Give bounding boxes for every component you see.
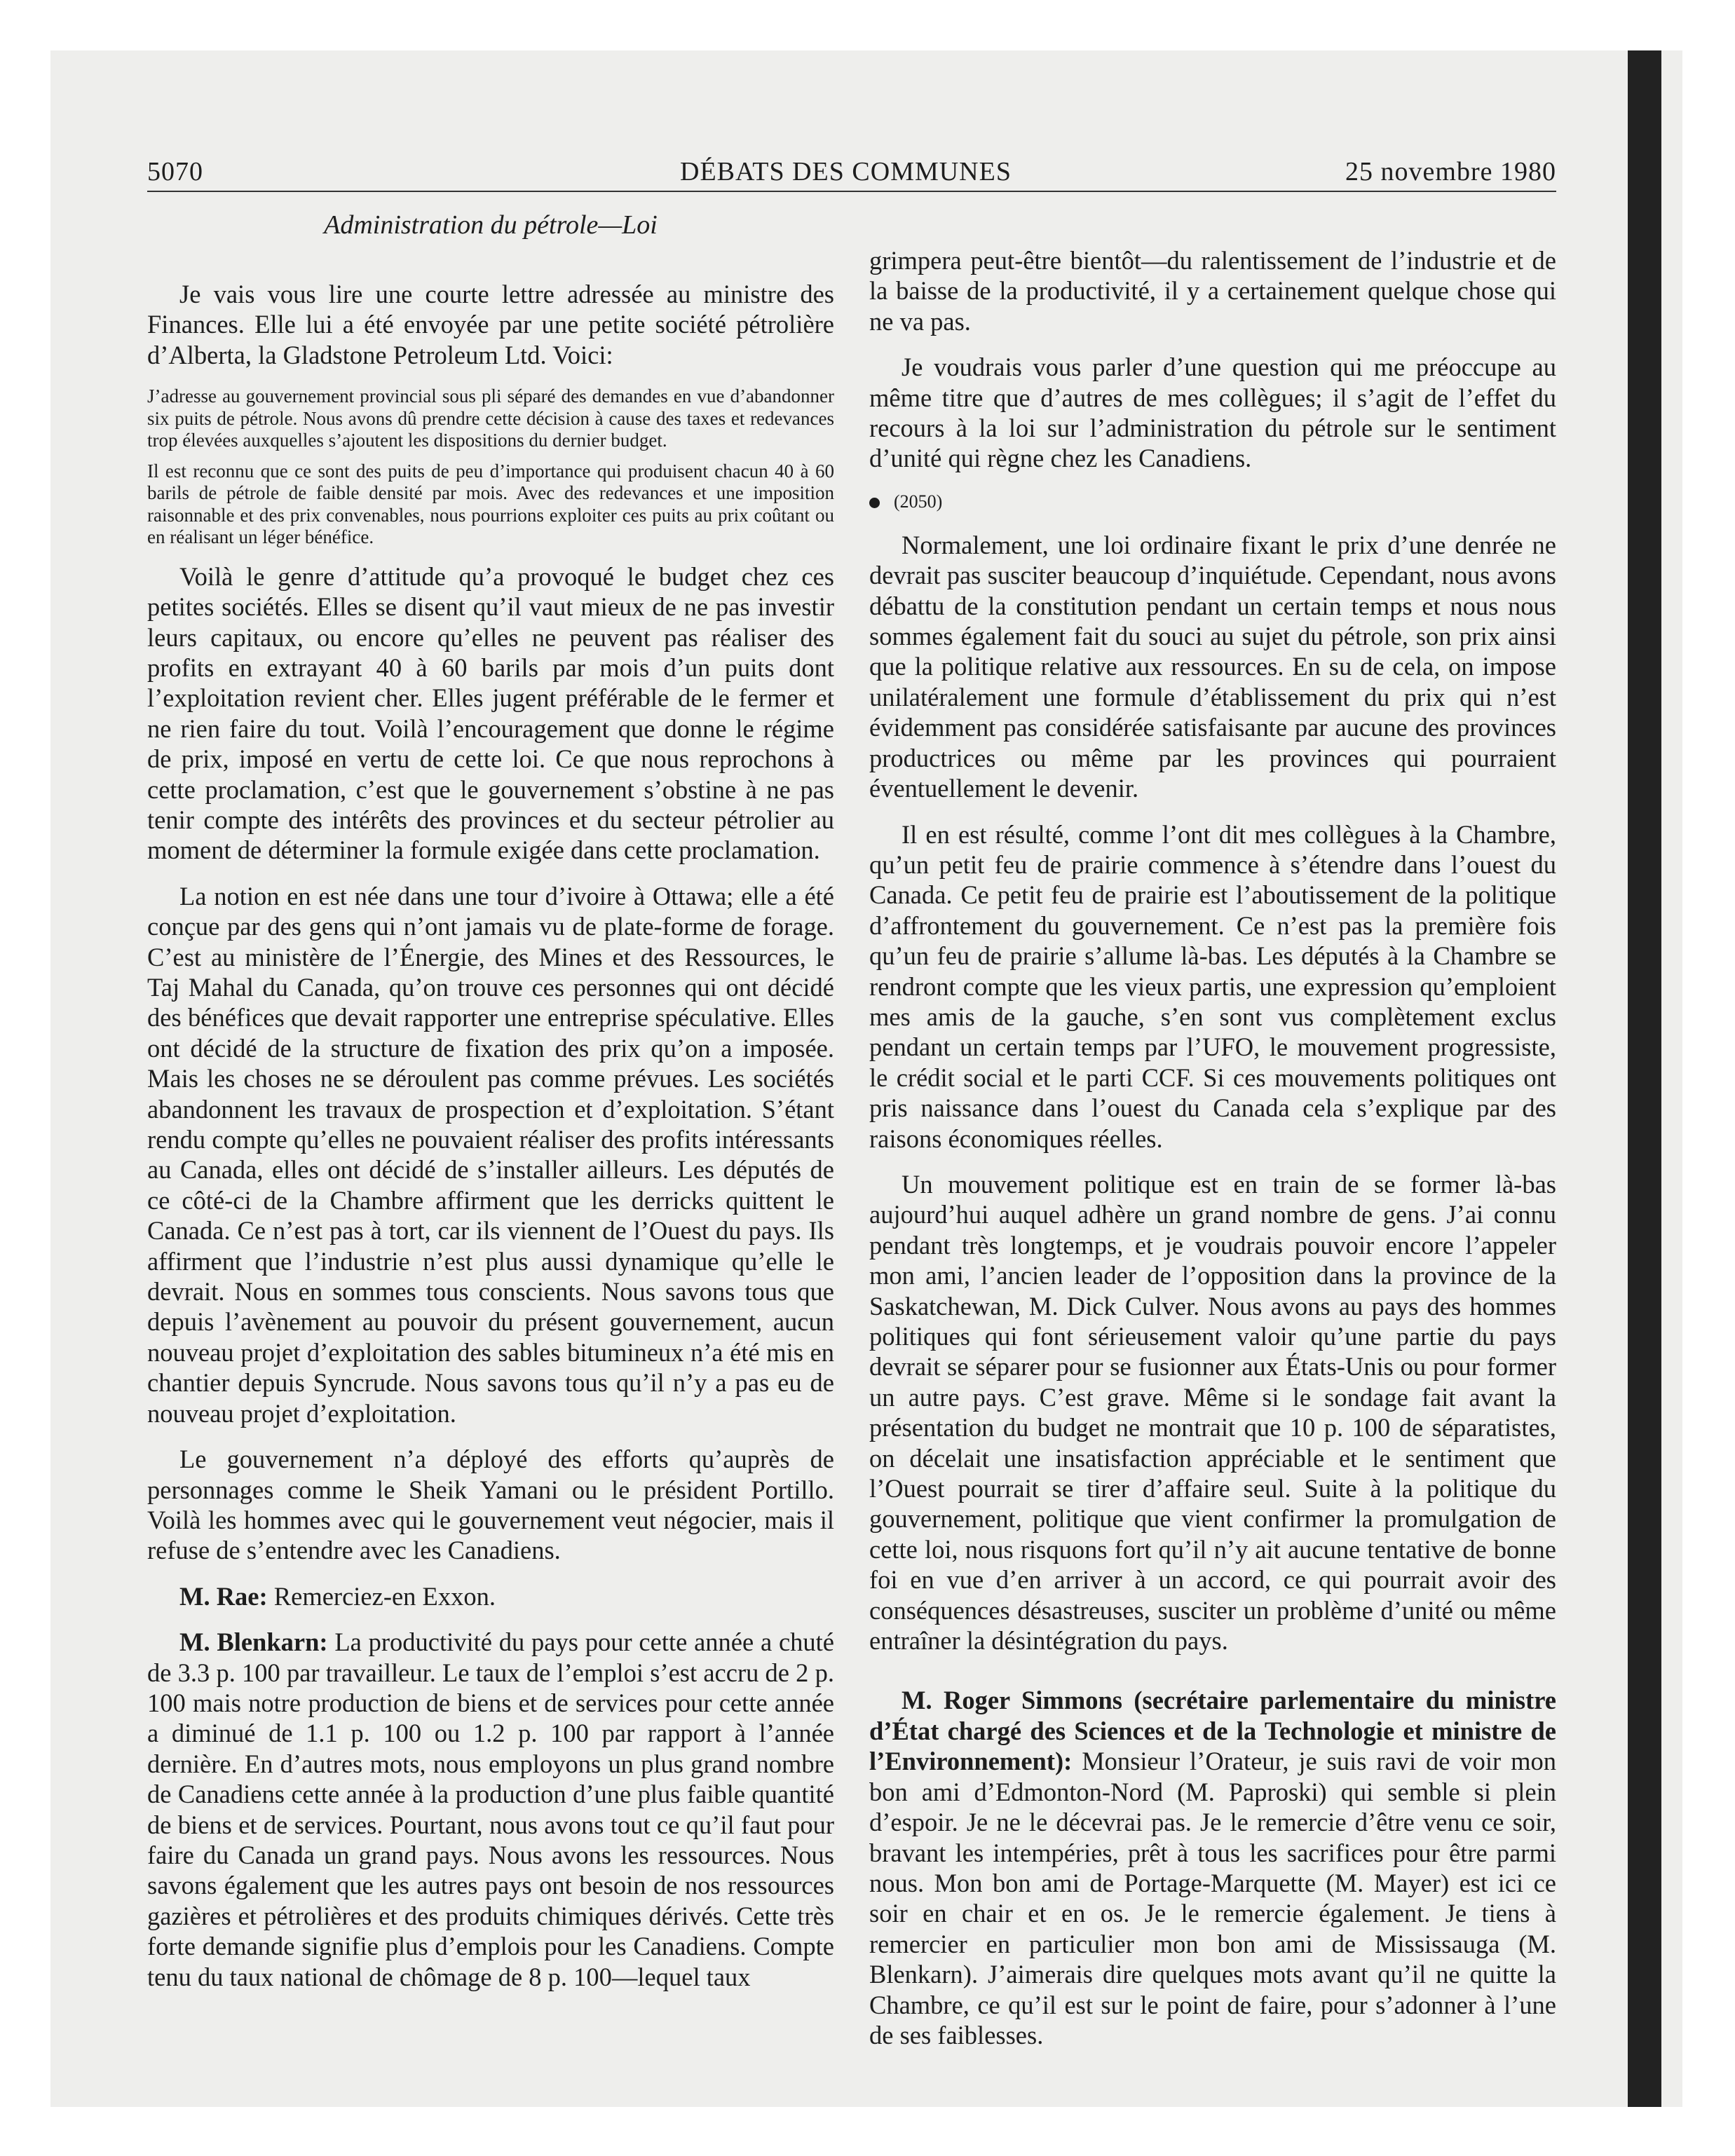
speaker-name: M. Roger Simmons (secrétaire parlementaire du ministre d’État chargé des Sciences et de la Technologie et ministre de l’Environnement):: [869, 1686, 1556, 1776]
section-title: Administration du pétrole—Loi: [324, 210, 658, 240]
time-marker: [869, 491, 1556, 513]
page-number: 5070: [147, 157, 203, 186]
quote-paragraph: J’adresse au gouvernement provincial sous pli séparé des demandes en vue d’abandonner six puits de pétrole. Nous avons dû prendre cette décision à cause des taxes et redevances trop élevées auxquelles s’ajoutent les dispositions du dernier budget.: [147, 386, 834, 451]
paragraph: grimpera peut-être bientôt—du ralentissement de l’industrie et de la baisse de la productivité, il y a certainement quelque chose qui ne va pas.: [869, 246, 1556, 336]
publication-title: DÉBATS DES COMMUNES: [680, 157, 1012, 186]
title-spacer: [147, 245, 834, 279]
paragraph: Le gouvernement n’a déployé des efforts qu’auprès de personnages comme le Sheik Yamani ou le président Portillo. Voilà les hommes avec qui le gouvernement veut négocier, mais il refuse de s’entendre avec les Canadiens.: [147, 1445, 834, 1565]
header-rule: [147, 191, 1556, 192]
speech-rae: [147, 1581, 834, 1611]
speech-blenkarn: [147, 1627, 834, 1992]
paragraph: Normalement, une loi ordinaire fixant le prix d’une denrée ne devrait pas susciter beaucoup d’inquiétude. Cependant, nous avons débattu de la constitution pendant un certain temps et nous nous sommes également fait du souci au sujet du pétrole, son prix ainsi que la politique relative aux ressources. En su de cela, on impose unilatéralement une formule d’établissement du prix qui n’est évidemment pas considérée satisfaisante par aucune des provinces productrices ou même par les provinces qui pourraient éventuellement le devenir.: [869, 530, 1556, 803]
speech-text: La productivité du pays pour cette année a chuté de 3.3 p. 100 par travailleur. Le taux de l’emploi s’est accru de 2 p. 100 mais notre production de biens et de services pour cette année a diminué de 1.1 p. 100 ou 1.2 p. 100 par rapport à l’année dernière. En d’autres mots, nous employons un plus grand nombre de Canadiens cette année à la production d’une plus faible quantité de biens et de services. Pourtant, nous avons tout ce qu’il faut pour faire du Canada un grand pays. Nous avons les ressources. Nous savons également que les autres pays ont besoin de nos ressources gazières et pétrolières et des produits chimiques dérivés. Cette très forte demande signifie plus d’emplois pour les Canadiens. Compte tenu du taux national de chômage de 8 p. 100—lequel taux: [147, 1628, 834, 1991]
speech-simmons: [869, 1685, 1556, 2050]
scan-edge-shadow: [1628, 50, 1661, 2107]
speaker-name: M. Blenkarn:: [179, 1628, 328, 1657]
right-column: [869, 245, 1556, 2066]
bullet-icon: [869, 498, 880, 508]
quote-paragraph: Il est reconnu que ce sont des puits de peu d’importance qui produisent chacun 40 à 60 barils de pétrole de faible densité par mois. Avec des redevances et une imposition raisonnable et des prix convenables, nous pourrions exploiter ces puits au prix coûtant ou en réalisant un léger bénéfice.: [147, 460, 834, 548]
time-marker-text: (2050): [894, 491, 943, 512]
speech-text: Remerciez-en Exxon.: [273, 1581, 496, 1611]
paragraph: Il en est résulté, comme l’ont dit mes collègues à la Chambre, qu’un petit feu de prairie commence à s’étendre dans l’ouest du Canada. Ce petit feu de prairie est l’aboutissement de la politique d’affrontement du gouvernement. Ce n’est pas la première fois qu’un feu de prairie s’allume là-bas. Les députés à la Chambre se rendront compte que les vieux partis, une expression qu’emploient mes amis de la gauche, s’en sont vus complètement exclus pendant un certain temps par l’UFO, le mouvement progressiste, le crédit social et le parti CCF. Si ces mouvements politiques ont pris naissance dans l’ouest du Canada cela s’explique par des raisons économiques réelles.: [869, 819, 1556, 1153]
page-header: [147, 156, 1556, 188]
paragraph: Je vais vous lire une courte lettre adressée au ministre des Finances. Elle lui a été envoyée par une petite société pétrolière d’Alberta, la Gladstone Petroleum Ltd. Voici:: [147, 280, 834, 369]
speech-text: Monsieur l’Orateur, je suis ravi de voir mon bon ami d’Edmonton-Nord (M. Paproski) qui semble si plein d’espoir. Je ne le décevrai pas. Je le remercie d’être venu ce soir, bravant les intempéries, prêt à tous les sacrifices pour être parmi nous. Mon bon ami de Portage-Marquette (M. Mayer) est ici ce soir en chair et en os. Je le remercie également. Je tiens à remercier en particulier mon bon ami de Mississauga (M. Blenkarn). J’aimerais dire quelques mots avant qu’il ne quitte la Chambre, ce qu’il est sur le point de faire, pour s’adonner à l’une de ses faiblesses.: [869, 1747, 1556, 2049]
page-date: 25 novembre 1980: [1345, 157, 1556, 186]
paragraph: Un mouvement politique est en train de se former là-bas aujourd’hui auquel adhère un grand nombre de gens. J’ai connu pendant très longtemps, et je voudrais pouvoir encore l’appeler mon ami, l’ancien leader de l’opposition dans la province de la Saskatchewan, M. Dick Culver. Nous avons au pays des hommes politiques qui font sérieusement valoir qu’une partie du pays devrait se séparer pour se fusionner aux États-Unis ou pour former un autre pays. C’est grave. Même si le sondage fait avant la présentation du budget ne montrait que 10 p. 100 de séparatistes, on décelait une insatisfaction appréciable et le sentiment que l’Ouest pourrait se tirer d’affaire seul. Suite à la politique du gouvernement, politique que vient confirmer la promulgation de cette loi, nous risquons fort qu’il n’y ait aucune tentative de bonne foi en vue d’en arriver à un accord, ce qui pourrait avoir des conséquences désastreuses, susciter un problème d’unité ou même entraîner la désintégration du pays.: [869, 1169, 1556, 1656]
paragraph: Je voudrais vous parler d’une question qui me préoccupe au même titre que d’autres de mes collègues; il s’agit de l’effet du recours à la loi sur l’administration du pétrole sur le sentiment d’unité qui règne chez les Canadiens.: [869, 353, 1556, 473]
spacer: [869, 1671, 1556, 1685]
paragraph: La notion en est née dans une tour d’ivoire à Ottawa; elle a été conçue par des gens qui n’ont jamais vu de plate-forme de forage. C’est au ministère de l’Énergie, des Mines et des Ressources, le Taj Mahal du Canada, qu’on trouve ces personnes qui ont décidé des bénéfices que devait rapporter une entreprise spéculative. Elles ont décidé de la structure de fixation des prix qu’on a imposée. Mais les choses ne se déroulent pas comme prévues. Les sociétés abandonnent les travaux de prospection et d’exploitation. S’étant rendu compte qu’elles ne pouvaient réaliser des profits intéressants au Canada, elles ont décidé de s’installer ailleurs. Les députés de ce côté-ci de la Chambre affirment que les derricks quittent le Canada. Ce n’est pas à tort, car ils viennent de l’Ouest du pays. Ils affirment que l’industrie n’est plus aussi dynamique qu’elle le devrait. Nous en sommes tous conscients. Nous savons tous que depuis l’avènement au pouvoir du présent gouvernement, aucun nouveau projet d’exploitation des sables bitumineux n’a été mis en chantier depuis Syncrude. Nous savons tous qu’il n’y a pas eu de nouveau projet d’exploitation.: [147, 881, 834, 1428]
speaker-name: M. Rae:: [179, 1581, 268, 1611]
left-column: [147, 245, 834, 2007]
paragraph: Voilà le genre d’attitude qu’a provoqué le budget chez ces petites sociétés. Elles se disent qu’il vaut mieux de ne pas investir leurs capitaux, ou encore qu’elles ne peuvent pas réaliser des profits en extrayant 40 à 60 barils par mois d’un puits dont l’exploitation revient cher. Elles jugent préférable de le fermer et ne rien faire du tout. Voilà l’encouragement que donne le régime de prix, imposé en vertu de cette loi. Ce que nous reprochons à cette proclamation, c’est que le gouvernement s’obstine à ne pas tenir compte des intérêts des provinces et du secteur pétrolier au moment de déterminer la formule exigée dans cette proclamation.: [147, 561, 834, 865]
quoted-letter: [147, 386, 834, 549]
